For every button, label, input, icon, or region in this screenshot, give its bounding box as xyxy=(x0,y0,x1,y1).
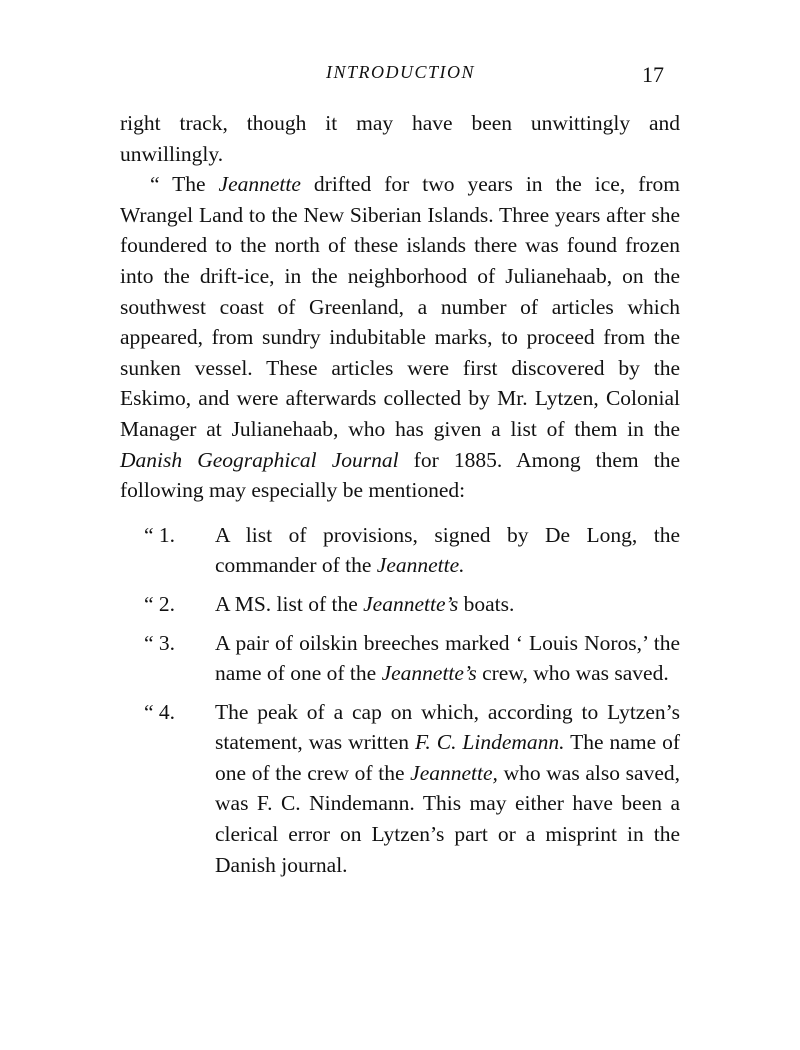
list-item-italic: F. C. Lindemann. xyxy=(415,730,565,755)
list-item xyxy=(120,589,680,620)
quote-text-start: “ The xyxy=(150,172,219,197)
running-head: INTRODUCTION xyxy=(326,62,476,82)
list-item-italic: Jeannette’s xyxy=(363,591,459,616)
list-item-text: A list of provisions, signed by De Long, the commander of the xyxy=(215,522,680,578)
list-item-number: “ 4. xyxy=(144,699,176,724)
list-item-number: “ 2. xyxy=(144,591,176,616)
list-item-italic: Jeannette. xyxy=(376,553,465,578)
page-number: 17 xyxy=(642,62,664,87)
list-item-text-middle: The name of one of the crew of the xyxy=(215,730,680,785)
list-item xyxy=(120,520,680,581)
list-item-text: A MS. list of the xyxy=(215,591,364,616)
page-body xyxy=(120,108,680,888)
ship-name: Jeannette xyxy=(218,172,301,197)
paragraph-continuation-text: right track, though it may have been unwittingly and unwillingly. xyxy=(120,111,680,166)
list-item xyxy=(120,628,680,689)
list-item-text-end: who was also saved, was F. C. Nindemann. This may either have been a clerical error on Lytzen’s part or a misprint in the Danish journal. xyxy=(215,760,680,877)
page-header xyxy=(0,62,800,92)
list-item-text: A pair of oilskin breeches marked ‘ Louis Noros,’ the name of one of the xyxy=(215,630,680,686)
list-item-number: “ 3. xyxy=(144,630,176,655)
quote-text-middle: drifted for two years in the ice, from Wrangel Land to the New Siberian Islands. Three years after she foundered to the north of these islands there was found frozen into the drift-ice, in the neighborhood of Julianehaab, on the southwest coast of Greenland, a number of articles which appeared, from sundry indubitable marks, to proceed from the sunken vessel. These articles were first discovered by the Eskimo, and were afterwards collected by Mr. Lytzen, Colonial Manager at Julianehaab, who has given a list of them in the xyxy=(120,172,680,441)
list-item-italic: Jeannette’s xyxy=(381,661,477,686)
list-item-text-end: boats. xyxy=(458,591,515,616)
list-item xyxy=(120,697,680,881)
list-item-number: “ 1. xyxy=(144,522,176,547)
list-item-italic-2: Jeannette, xyxy=(410,760,498,785)
paragraph-quote xyxy=(120,169,680,506)
list-item-text: The peak of a cap on which, according to Lytzen’s statement, was written xyxy=(215,699,680,755)
list-item-text-end: crew, who was saved. xyxy=(476,661,669,686)
quote-text-end: for 1885. Among them the following may especially be mentioned: xyxy=(120,447,680,503)
paragraph-continuation xyxy=(120,108,680,169)
journal-title: Danish Geographical Journal xyxy=(120,447,399,472)
articles-list xyxy=(120,520,680,881)
